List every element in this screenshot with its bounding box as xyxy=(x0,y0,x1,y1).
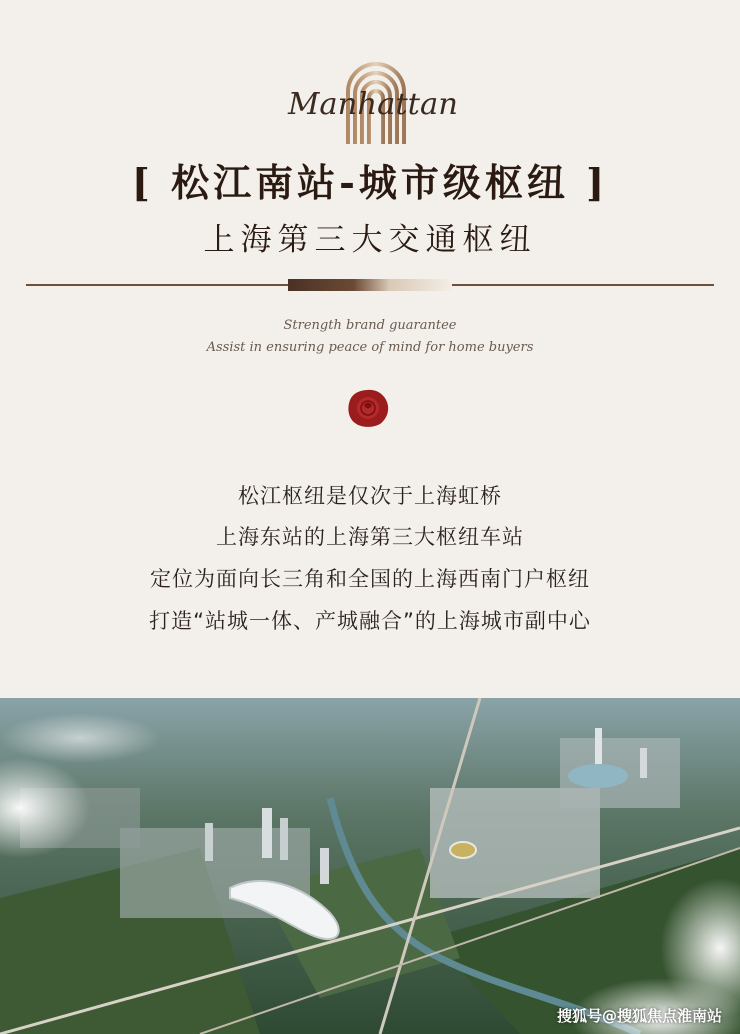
aerial-city-image xyxy=(0,698,740,1034)
page-subtitle: 上海第三大交通枢纽 xyxy=(203,222,537,258)
tagline-line-2: Assist in ensuring peace of mind for home buyers xyxy=(206,340,534,355)
divider-accent-bar xyxy=(288,279,452,291)
logo-script-text: Manhattan xyxy=(286,87,458,122)
body-line-3: 定位为面向长三角和全国的上海西南门户枢纽 xyxy=(150,567,590,591)
body-line-1: 松江枢纽是仅次于上海虹桥 xyxy=(238,484,502,508)
manhattan-logo xyxy=(286,52,466,144)
watermark-text: 搜狐号@搜狐焦点淮南站 xyxy=(556,1007,722,1025)
aerial-city-rendering xyxy=(0,698,740,1034)
body-line-4: 打造“站城一体、产城融合”的上海城市副中心 xyxy=(149,609,591,633)
page-title: [ 松江南站-城市级枢纽 ] xyxy=(131,160,609,205)
body-line-2: 上海东站的上海第三大枢纽车站 xyxy=(216,525,524,549)
tagline-line-1: Strength brand guarantee xyxy=(283,318,457,333)
wax-seal-icon xyxy=(346,388,390,428)
wax-seal xyxy=(346,388,390,428)
arch-logo-icon xyxy=(286,52,466,144)
